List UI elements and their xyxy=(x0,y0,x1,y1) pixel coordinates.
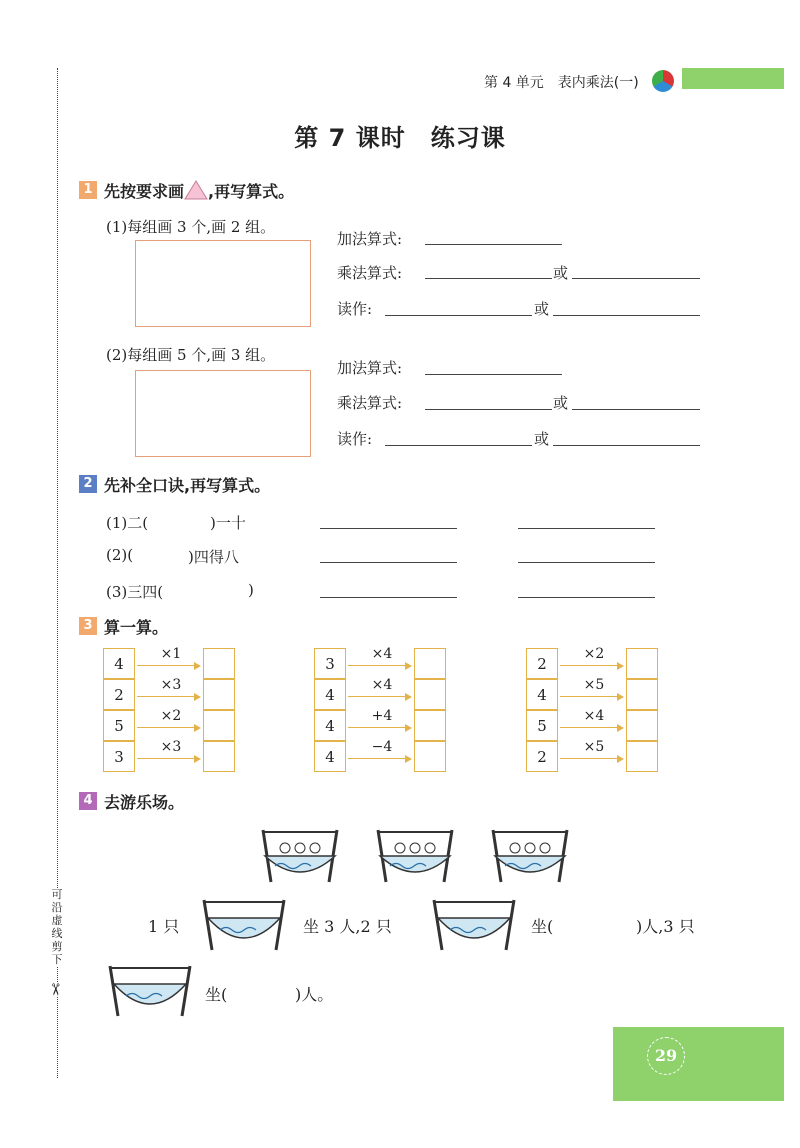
scissors-icon: ✂ xyxy=(46,982,66,997)
question-3-text: 算一算。 xyxy=(104,618,169,637)
question-4-number: 4 xyxy=(79,792,97,810)
input-cell: 4 xyxy=(314,679,346,710)
operation-label: ×5 xyxy=(583,739,605,755)
answer-cell[interactable] xyxy=(626,679,658,710)
q4-text-2: 坐 3 人,2 只 xyxy=(303,917,392,936)
q2-item1-blank-2[interactable] xyxy=(518,528,655,529)
q1-part1-add-blank[interactable] xyxy=(425,244,562,245)
question-2-number: 2 xyxy=(79,475,97,493)
q4-text-5: 坐( xyxy=(205,985,228,1004)
unit-header: 第 4 单元 表内乘法(一) xyxy=(484,75,639,91)
answer-cell[interactable] xyxy=(626,648,658,679)
arrow-icon xyxy=(560,758,622,759)
input-cell: 2 xyxy=(526,741,558,772)
input-cell: 5 xyxy=(526,710,558,741)
question-2-text: 先补全口诀,再写算式。 xyxy=(104,476,271,495)
operation-label: ×3 xyxy=(160,677,182,693)
q1-part1-read-blank-1[interactable] xyxy=(385,315,532,316)
q1-part1-mul-label: 乘法算式: xyxy=(337,264,403,282)
answer-cell[interactable] xyxy=(203,648,235,679)
operation-label: ×2 xyxy=(160,708,182,724)
pirate-ship-with-riders-3 xyxy=(493,830,567,882)
answer-cell[interactable] xyxy=(414,741,446,772)
q2-item1-blank-1[interactable] xyxy=(320,528,457,529)
answer-cell[interactable] xyxy=(203,741,235,772)
arrow-icon xyxy=(560,665,622,666)
input-cell: 4 xyxy=(103,648,135,679)
triangle-icon xyxy=(184,180,208,200)
q1-part2-add-blank[interactable] xyxy=(425,374,562,375)
input-cell: 2 xyxy=(103,679,135,710)
operation-label: +4 xyxy=(371,708,393,724)
q2-item3-blank-1[interactable] xyxy=(320,597,457,598)
q2-item1-a: (1)二( xyxy=(106,514,149,532)
answer-cell[interactable] xyxy=(203,679,235,710)
q1-part2-read-blank-2[interactable] xyxy=(553,445,700,446)
q1-part1-drawing-box[interactable] xyxy=(135,240,311,327)
q1-part1-label: (1)每组画 3 个,画 2 组。 xyxy=(106,218,276,236)
pirate-ship-with-riders-2 xyxy=(378,830,452,882)
q1-part2-drawing-box[interactable] xyxy=(135,370,311,457)
q1-part1-mul-blank-1[interactable] xyxy=(425,278,552,279)
answer-cell[interactable] xyxy=(626,741,658,772)
q1-part2-mul-blank-2[interactable] xyxy=(572,409,700,410)
q2-item2-blank-1[interactable] xyxy=(320,562,457,563)
q2-item2-a: (2)( xyxy=(106,546,134,564)
q2-item3-blank-2[interactable] xyxy=(518,597,655,598)
q2-item2-blank-2[interactable] xyxy=(518,562,655,563)
q2-item2-b: )四得八 xyxy=(188,548,239,566)
operation-label: ×4 xyxy=(371,646,393,662)
page-number: 29 xyxy=(647,1037,685,1075)
input-cell: 5 xyxy=(103,710,135,741)
arrow-icon xyxy=(348,665,410,666)
q1-part2-label: (2)每组画 5 个,画 3 组。 xyxy=(106,346,276,364)
q1-part1-read-blank-2[interactable] xyxy=(553,315,700,316)
answer-cell[interactable] xyxy=(414,648,446,679)
answer-cell[interactable] xyxy=(203,710,235,741)
question-1-text xyxy=(104,179,294,202)
q4-text-3: 坐( xyxy=(531,917,554,936)
operation-label: ×2 xyxy=(583,646,605,662)
arrow-icon xyxy=(137,727,199,728)
operation-label: ×5 xyxy=(583,677,605,693)
arrow-icon xyxy=(137,665,199,666)
input-cell: 3 xyxy=(314,648,346,679)
answer-cell[interactable] xyxy=(414,679,446,710)
arrow-icon xyxy=(348,696,410,697)
pirate-ship-icon xyxy=(198,896,290,952)
page-title: 第 7 课时 练习课 xyxy=(294,124,506,152)
q1-part2-mul-label: 乘法算式: xyxy=(337,394,403,412)
operation-label: −4 xyxy=(371,739,393,755)
q1-part1-read-label: 读作: xyxy=(337,300,373,318)
color-ball-icon xyxy=(652,70,674,92)
pirate-ship-rides-illustration xyxy=(245,826,585,886)
q1-part2-read-blank-1[interactable] xyxy=(385,445,532,446)
question-4-text: 去游乐场。 xyxy=(104,793,185,812)
input-cell: 4 xyxy=(314,710,346,741)
arrow-icon xyxy=(348,758,410,759)
operation-label: ×4 xyxy=(583,708,605,724)
pirate-ship-with-riders-1 xyxy=(263,830,337,882)
question-3-number: 3 xyxy=(79,617,97,635)
q1-part1-mul-or: 或 xyxy=(553,264,569,282)
arrow-icon xyxy=(348,727,410,728)
q1-part2-read-or: 或 xyxy=(534,430,550,448)
arrow-icon xyxy=(560,696,622,697)
q1-part2-read-label: 读作: xyxy=(337,430,373,448)
q4-text-4: )人,3 只 xyxy=(636,917,695,936)
q1-part2-mul-blank-1[interactable] xyxy=(425,409,552,410)
pirate-ship-icon xyxy=(104,962,196,1018)
cut-hint: 可沿虚线剪下 xyxy=(51,888,63,966)
q4-text-1: 1 只 xyxy=(148,917,180,936)
input-cell: 2 xyxy=(526,648,558,679)
operation-label: ×3 xyxy=(160,739,182,755)
answer-cell[interactable] xyxy=(626,710,658,741)
arrow-icon xyxy=(560,727,622,728)
q2-item1-b: )一十 xyxy=(210,514,246,532)
q2-item3-a: (3)三四( xyxy=(106,583,164,601)
q1-part2-mul-or: 或 xyxy=(553,394,569,412)
q1-part1-add-label: 加法算式: xyxy=(337,230,403,248)
operation-label: ×1 xyxy=(160,646,182,662)
q4-text-6: )人。 xyxy=(295,985,334,1004)
input-cell: 4 xyxy=(526,679,558,710)
q2-item3-b: ) xyxy=(248,581,254,599)
header-green-bar xyxy=(682,68,784,89)
question-1-text-b: ,再写算式。 xyxy=(208,182,295,201)
q1-part1-read-or: 或 xyxy=(534,300,550,318)
question-1-number: 1 xyxy=(79,181,97,199)
input-cell: 3 xyxy=(103,741,135,772)
arrow-icon xyxy=(137,758,199,759)
answer-cell[interactable] xyxy=(414,710,446,741)
arrow-icon xyxy=(137,696,199,697)
input-cell: 4 xyxy=(314,741,346,772)
pirate-ship-icon xyxy=(428,896,520,952)
q1-part1-mul-blank-2[interactable] xyxy=(572,278,700,279)
question-1-text-a: 先按要求画 xyxy=(104,182,185,201)
q1-part2-add-label: 加法算式: xyxy=(337,359,403,377)
page-number-box xyxy=(613,1027,784,1101)
operation-label: ×4 xyxy=(371,677,393,693)
